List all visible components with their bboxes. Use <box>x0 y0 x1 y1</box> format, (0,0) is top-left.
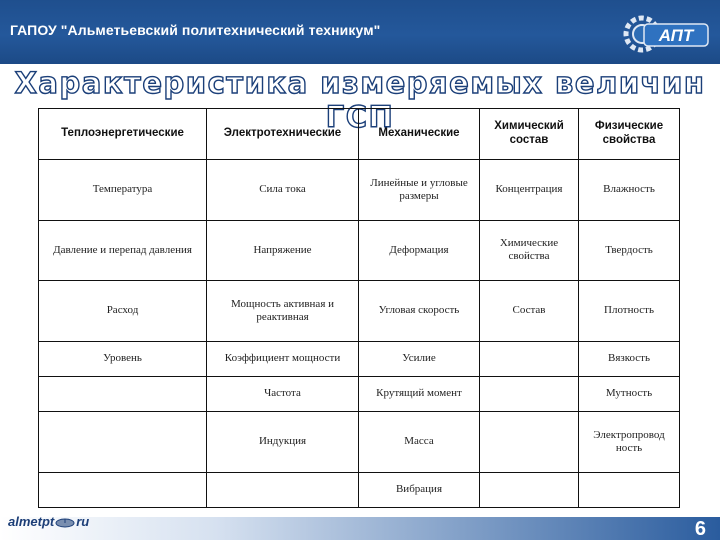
mouse-icon <box>55 518 75 528</box>
table-cell: Вязкость <box>579 341 680 376</box>
gsp-table <box>38 108 680 508</box>
table-cell: Усилие <box>359 341 480 376</box>
table-cell <box>39 472 207 507</box>
table-cell: Напряжение <box>207 220 359 281</box>
table-row <box>39 341 680 376</box>
table-header-row <box>39 109 680 160</box>
table-cell: Химические свойства <box>480 220 579 281</box>
site-domain: ru <box>76 514 90 529</box>
table-cell <box>39 412 207 473</box>
column-header: Химический состав <box>480 109 579 160</box>
table-cell: Температура <box>39 160 207 221</box>
column-header: Электротехнические <box>207 109 359 160</box>
organization-name: ГАПОУ "Альметьевский политехнический техникум" <box>10 22 381 38</box>
table-row <box>39 220 680 281</box>
table-cell <box>480 377 579 412</box>
table-cell: Деформация <box>359 220 480 281</box>
column-header: Физические свойства <box>579 109 680 160</box>
table-cell: Частота <box>207 377 359 412</box>
apt-logo-icon <box>622 12 712 56</box>
table-row <box>39 281 680 342</box>
table-cell: Состав <box>480 281 579 342</box>
table-cell: Крутящий момент <box>359 377 480 412</box>
table-row <box>39 412 680 473</box>
table-cell: Угловая скорость <box>359 281 480 342</box>
table-cell: Электропровод ность <box>579 412 680 473</box>
table-cell: Уровень <box>39 341 207 376</box>
table-cell <box>480 472 579 507</box>
svg-text:АПТ: АПТ <box>658 26 694 45</box>
table-cell: Мутность <box>579 377 680 412</box>
table-cell: Влажность <box>579 160 680 221</box>
table-cell: Сила тока <box>207 160 359 221</box>
footer-bar <box>0 517 720 540</box>
table-cell: Вибрация <box>359 472 480 507</box>
table-cell: Масса <box>359 412 480 473</box>
page-number: 6 <box>694 518 706 540</box>
table-cell <box>480 412 579 473</box>
table-row <box>39 377 680 412</box>
table-cell: Давление и перепад давления <box>39 220 207 281</box>
site-link[interactable] <box>8 514 89 529</box>
header-bar <box>0 0 720 64</box>
table-cell <box>39 377 207 412</box>
table-row <box>39 160 680 221</box>
table-cell: Коэффициент мощности <box>207 341 359 376</box>
table-cell: Концентрация <box>480 160 579 221</box>
table-cell: Индукция <box>207 412 359 473</box>
slide-title: Характеристика измеряемых величин ГСП <box>14 66 706 134</box>
column-header: Механические <box>359 109 480 160</box>
site-name: almetpt <box>8 514 55 529</box>
column-header: Теплоэнергетические <box>39 109 207 160</box>
table-cell <box>579 472 680 507</box>
table-cell: Расход <box>39 281 207 342</box>
table-cell: Линейные и угловые размеры <box>359 160 480 221</box>
table-cell <box>207 472 359 507</box>
table-cell: Плотность <box>579 281 680 342</box>
table-cell: Твердость <box>579 220 680 281</box>
table-row <box>39 472 680 507</box>
table-cell <box>480 341 579 376</box>
table-cell: Мощность активная и реактивная <box>207 281 359 342</box>
